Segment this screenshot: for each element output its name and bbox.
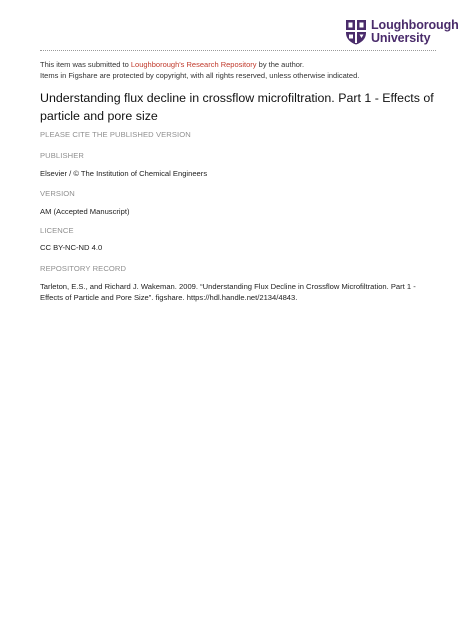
university-name-line1: Loughborough: [371, 18, 459, 32]
repository-notice: [40, 59, 440, 81]
university-name: [371, 19, 459, 45]
notice-line1: [40, 59, 440, 70]
notice-line2: Items in Figshare are protected by copyright, with all rights reserved, unless otherwise indicated.: [40, 71, 360, 80]
notice-suffix: by the author.: [256, 60, 305, 69]
university-name-line2: University: [371, 31, 431, 45]
publisher-label: PUBLISHER: [40, 151, 84, 160]
version-label: VERSION: [40, 189, 75, 198]
document-title: Understanding flux decline in crossflow microfiltration. Part 1 - Effects of particle and pore size: [40, 91, 434, 123]
cite-label: PLEASE CITE THE PUBLISHED VERSION: [40, 130, 191, 139]
repository-record-value: Tarleton, E.S., and Richard J. Wakeman. 2009. “Understanding Flux Decline in Crossflow Microfiltration. Part 1 - Effects of Particle and Pore Size”. figshare. https://hdl.handle.net/2134/4843.: [40, 282, 416, 302]
university-logo: [345, 19, 459, 45]
licence-value: CC BY-NC-ND 4.0: [40, 243, 103, 252]
repository-record-label: REPOSITORY RECORD: [40, 264, 127, 273]
notice-prefix: This item was submitted to: [40, 60, 131, 69]
licence-label: LICENCE: [40, 226, 74, 235]
header-divider: [40, 50, 436, 51]
publisher-value: Elsevier / © The Institution of Chemical Engineers: [40, 169, 208, 178]
university-crest-icon: [345, 19, 367, 45]
version-value: AM (Accepted Manuscript): [40, 207, 130, 216]
repository-link[interactable]: Loughborough's Research Repository: [130, 60, 257, 69]
